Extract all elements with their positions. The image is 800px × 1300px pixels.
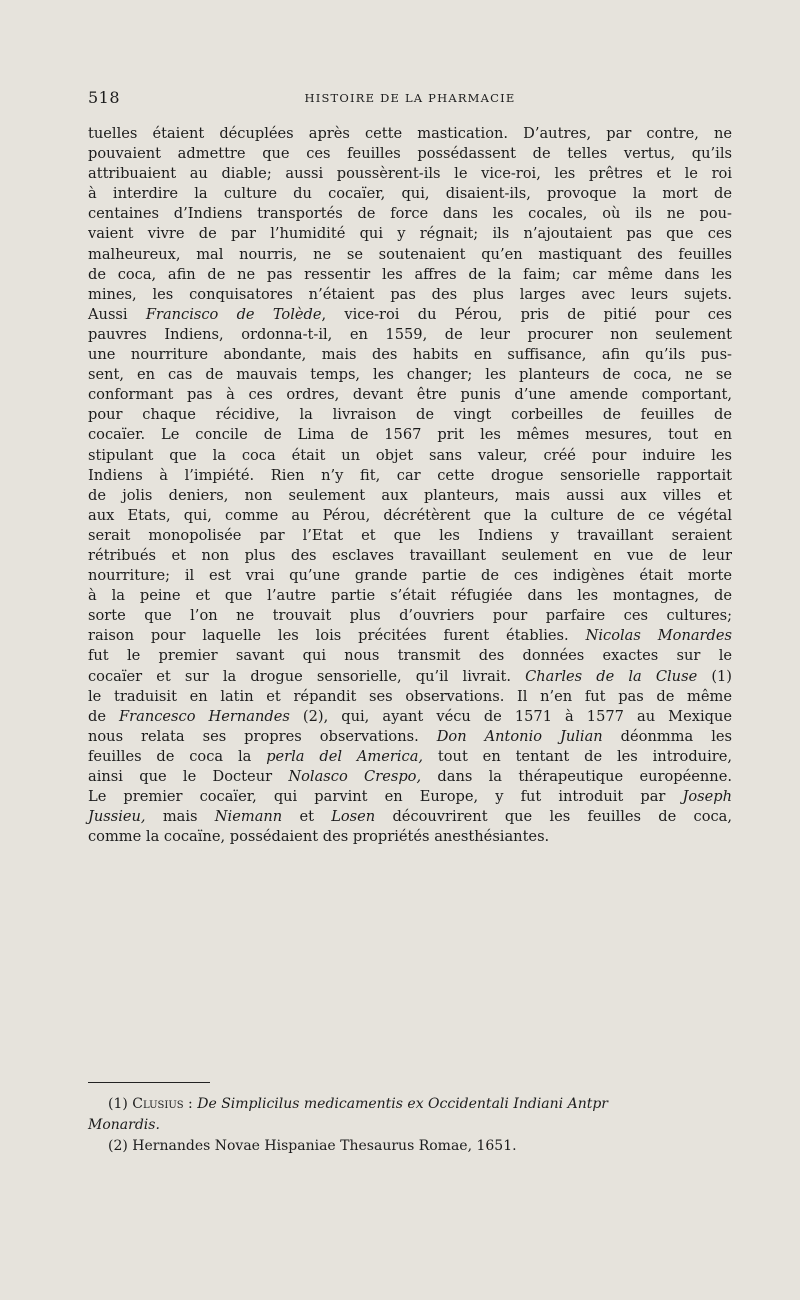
footnote-title: De Simplicilus medicamentis ex Occidentali Indiani Antpr	[197, 1096, 608, 1112]
text-line: de coca, afin de ne pas ressentir les affres de la faim; car même dans les	[88, 265, 732, 283]
text-line: de Francesco Hernandes (2), qui, ayant vécu de 1571 à 1577 au Mexique	[88, 707, 732, 725]
text-line: sorte que l’on ne trouvait plus d’ouvriers pour parfaire ces cultures;	[88, 607, 732, 625]
footnote-author: Clusius	[132, 1096, 184, 1112]
text-line: Jussieu, mais Niemann et Losen découvrirent que les feuilles de coca,	[88, 808, 732, 826]
text-line: ainsi que le Docteur Nolasco Crespo, dans la thérapeutique européenne.	[88, 768, 732, 785]
person-name: Francesco Hernandes	[119, 707, 290, 725]
text-line: conformant pas à ces ordres, devant être punis d’une amende comportant,	[88, 386, 732, 404]
text-line: centaines d’Indiens transportés de force dans les cocales, où ils ne pou-	[88, 205, 732, 223]
text-line: mines, les conquisatores n’étaient pas des plus larges avec leurs sujets.	[88, 285, 732, 303]
person-name: Joseph	[682, 788, 732, 806]
text-line: sent, en cas de mauvais temps, les changer; les planteurs de coca, ne se	[88, 366, 732, 384]
footnote-1: (1) Clusius : De Simplicilus medicamentis ex Occidentali Indiani Antpr	[108, 1096, 608, 1112]
text-line: feuilles de coca la perla del America, tout en tentant de les introduire,	[88, 747, 732, 765]
person-name: Nolasco Crespo,	[288, 768, 422, 785]
footnote-divider	[88, 1082, 210, 1083]
person-name: Niemann	[214, 808, 283, 826]
text-line: nourriture; il est vrai qu’une grande partie de ces indigènes était morte	[88, 567, 732, 585]
page-number: 518	[88, 88, 121, 107]
person-name: Nicolas Monardes	[585, 627, 733, 645]
text-line: cocaïer et sur la drogue sensorielle, qu’il livrait. Charles de la Cluse (1)	[88, 667, 732, 685]
text-line: rétribués et non plus des esclaves travaillant seulement en vue de leur	[88, 546, 732, 564]
text-line: de jolis deniers, non seulement aux planteurs, mais aussi aux villes et	[88, 486, 732, 504]
text-line: Le premier cocaïer, qui parvint en Europe, y fut introduit par Joseph	[88, 788, 732, 806]
text-line: comme la cocaïne, possédaient des propriétés anesthésiantes.	[88, 828, 550, 846]
person-name: Don Antonio Julian	[436, 727, 603, 745]
text-line: vaient vivre de par l’humidité qui y régnait; ils n’ajoutaient pas que ces	[88, 225, 732, 243]
person-name: Charles de la Cluse	[525, 667, 698, 685]
text-line: pauvres Indiens, ordonna-t-il, en 1559, de leur procurer non seulement	[88, 325, 732, 343]
footnotes	[88, 1094, 732, 1157]
text-line: à interdire la culture du cocaïer, qui, disaient-ils, provoque la mort de	[88, 185, 732, 203]
text-line: pouvaient admettre que ces feuilles possédassent de telles vertus, qu’ils	[88, 145, 732, 163]
text-line: tuelles étaient décuplées après cette mastication. D’autres, par contre, ne	[88, 125, 732, 142]
person-name: Losen	[331, 808, 376, 826]
text-line: malheureux, mal nourris, ne se soutenaient qu’en mastiquant des feuilles	[88, 245, 732, 263]
page-header	[88, 88, 732, 112]
body-text	[88, 124, 732, 847]
text-line: nous relata ses propres observations. Don Antonio Julian déonmma les	[88, 727, 732, 745]
text-line: raison pour laquelle les lois précitées furent établies. Nicolas Monardes	[88, 627, 733, 645]
text-line: fut le premier savant qui nous transmit des données exactes sur le	[88, 647, 732, 665]
text-line: attribuaient au diable; aussi poussèrent-ils le vice-roi, les prêtres et le roi	[88, 165, 732, 183]
person-name: Francisco de Tolède	[145, 305, 322, 323]
text-line: aux Etats, qui, comme au Pérou, décrétèrent que la culture de ce végétal	[88, 506, 732, 524]
text-line: une nourriture abondante, mais des habits en suffisance, afin qu’ils pus-	[88, 346, 732, 364]
text-line: stipulant que la coca était un objet sans valeur, créé pour induire les	[88, 446, 732, 464]
text-line: pour chaque récidive, la livraison de vingt corbeilles de feuilles de	[88, 406, 732, 424]
text-line: à la peine et que l’autre partie s’était réfugiée dans les montagnes, de	[88, 587, 732, 605]
text-line: Indiens à l’impiété. Rien n’y fit, car cette drogue sensorielle rapportait	[88, 466, 732, 484]
emphasis: perla del America,	[266, 747, 424, 765]
text-line: serait monopolisée par l’Etat et que les Indiens y travaillant seraient	[88, 526, 732, 544]
footnote-2: (2) Hernandes Novae Hispaniae Thesaurus Romae, 1651.	[108, 1138, 517, 1154]
person-name: Jussieu,	[88, 808, 146, 826]
footnote-1-continuation: Monardis.	[88, 1117, 160, 1133]
running-title: HISTOIRE DE LA PHARMACIE	[304, 91, 516, 105]
text-line: Aussi Francisco de Tolède, vice-roi du Pérou, pris de pitié pour ces	[88, 305, 733, 323]
text-line: cocaïer. Le concile de Lima de 1567 prit les mêmes mesures, tout en	[88, 426, 732, 444]
text-line: le traduisit en latin et répandit ses observations. Il n’en fut pas de même	[88, 687, 732, 705]
